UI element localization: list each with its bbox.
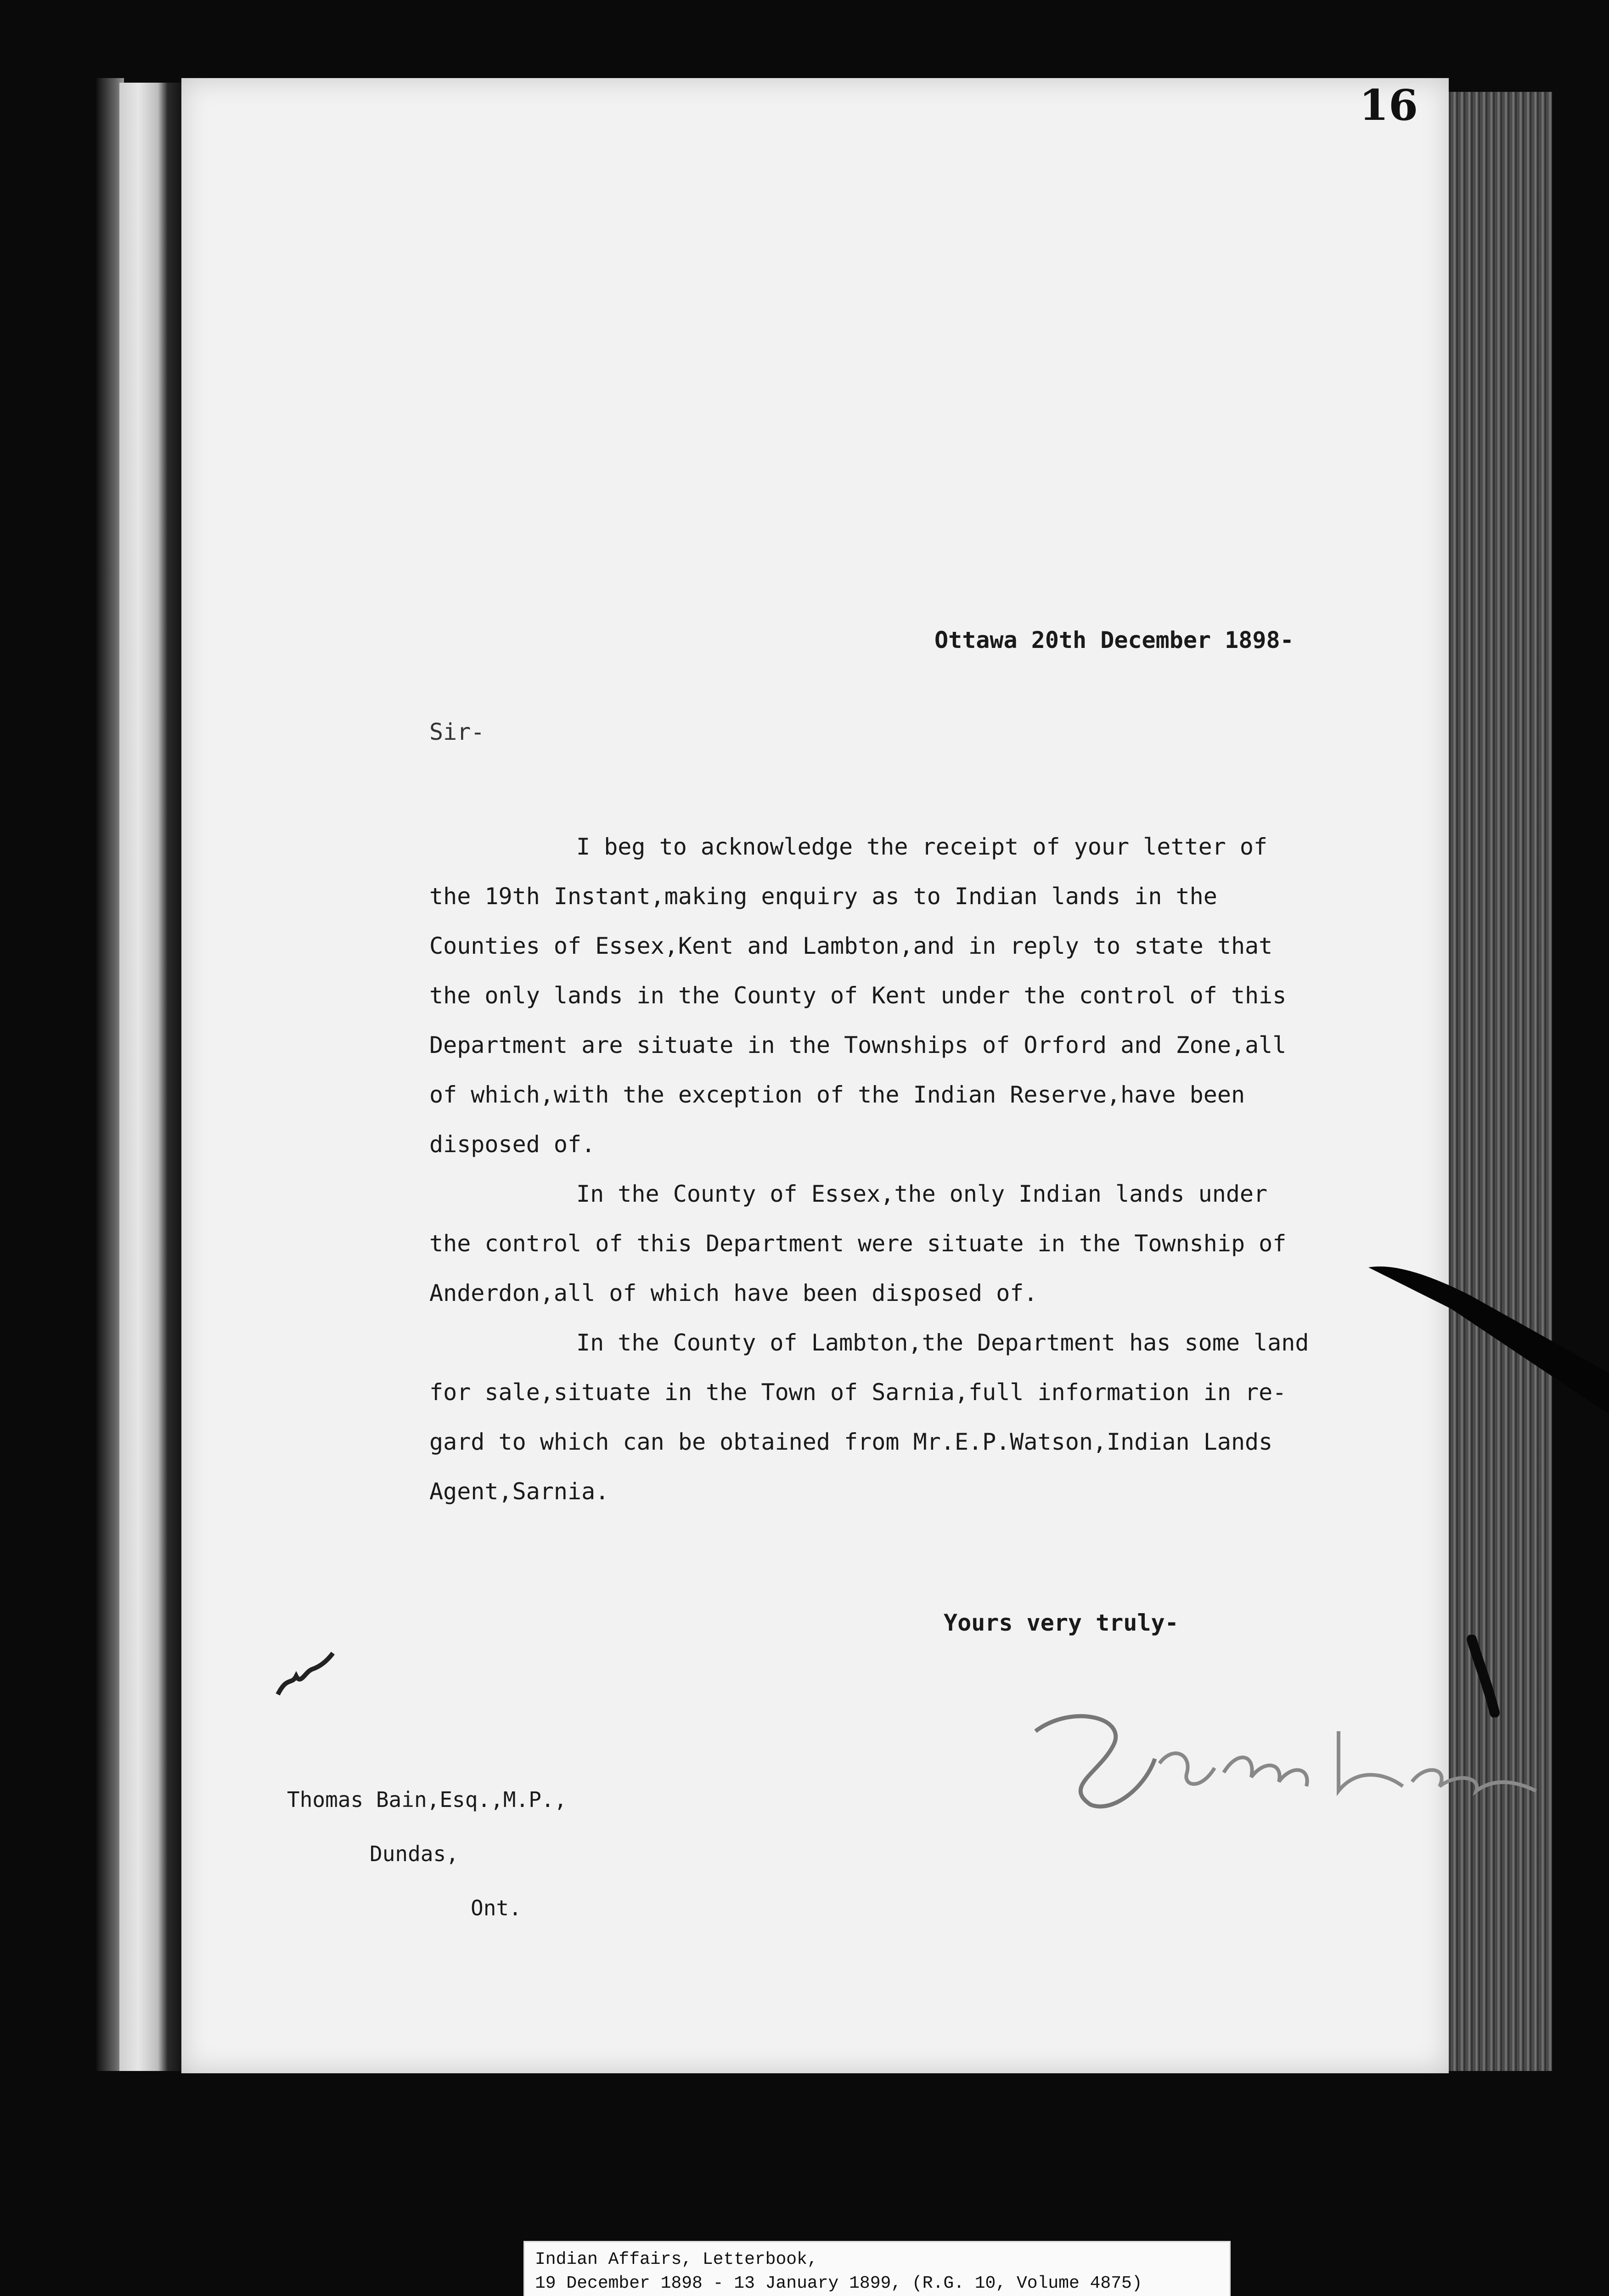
body-line: the 19th Instant,making enquiry as to Indian lands in the	[429, 883, 1217, 910]
body-line: Anderdon,all of which have been disposed of.	[429, 1280, 1038, 1306]
body-line: for sale,situate in the Town of Sarnia,full information in re-	[429, 1379, 1287, 1406]
letter-content	[181, 78, 1449, 2073]
body-line: the only lands in the County of Kent under the control of this	[429, 982, 1287, 1009]
body-line: I beg to acknowledge the receipt of your letter of	[576, 833, 1268, 860]
body-line: of which,with the exception of the Indian Reserve,have been	[429, 1081, 1245, 1108]
reference-label	[523, 2241, 1231, 2296]
date-line: Ottawa 20th December 1898-	[934, 627, 1294, 653]
body-line: Department are situate in the Townships of Orford and Zone,all	[429, 1032, 1287, 1058]
body-line: In the County of Essex,the only Indian lands under	[576, 1181, 1268, 1207]
body-line: Agent,Sarnia.	[429, 1478, 609, 1505]
addressee-town: Dundas,	[370, 1841, 459, 1866]
reference-label-line1: Indian Affairs, Letterbook,	[535, 2250, 818, 2269]
page-number: 16	[1359, 80, 1418, 130]
body-line: disposed of.	[429, 1131, 596, 1158]
addressee-block	[287, 1773, 567, 1935]
reference-label-line2: 19 December 1898 - 13 January 1899, (R.G. 10, Volume 4875)	[535, 2273, 1142, 2293]
closing: Yours very truly-	[944, 1609, 1179, 1636]
pointer-pen-icon	[1368, 1258, 1609, 1414]
body-line: the control of this Department were situate in the Township of	[429, 1230, 1287, 1257]
addressee-province: Ont.	[471, 1896, 522, 1920]
body-line: In the County of Lambton,the Department has some land	[576, 1329, 1309, 1356]
left-page-edge	[119, 83, 184, 2071]
letter-page	[181, 78, 1449, 2073]
body-line: gard to which can be obtained from Mr.E.P.Watson,Indian Lands	[429, 1429, 1273, 1455]
salutation: Sir-	[429, 719, 485, 745]
addressee-name: Thomas Bain,Esq.,M.P.,	[287, 1787, 567, 1812]
pen-tick-mark	[1463, 1635, 1504, 1717]
handwritten-initials-mark	[273, 1649, 338, 1704]
body-line: Counties of Essex,Kent and Lambton,and in reply to state that	[429, 933, 1273, 959]
